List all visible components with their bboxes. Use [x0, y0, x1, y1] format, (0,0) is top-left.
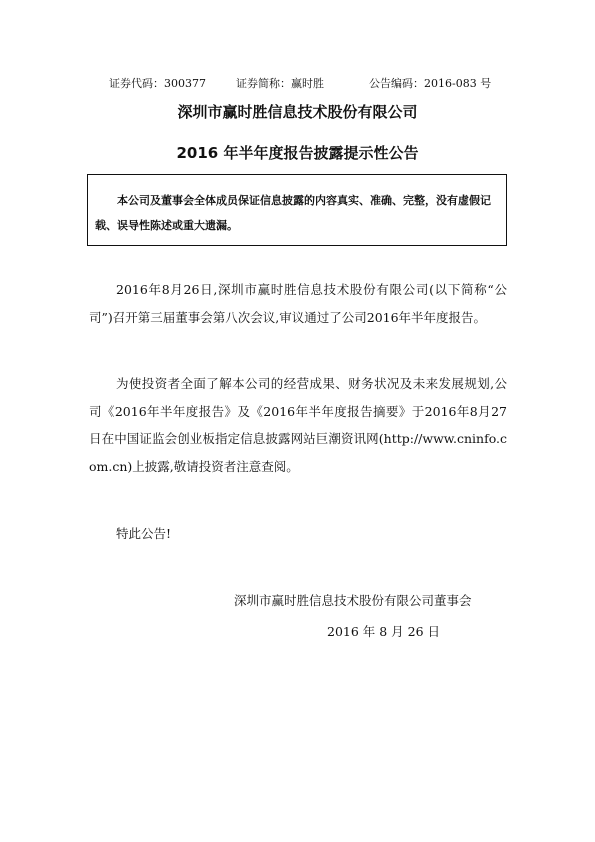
notice-title: 2016 年半年度报告披露提示性公告	[176, 144, 419, 162]
closing-statement: 特此公告!	[116, 526, 172, 541]
stock-code: 证券代码：300377	[109, 77, 206, 90]
stock-short-name: 证券简称：赢时胜	[236, 77, 324, 90]
company-name: 深圳市赢时胜信息技术股份有限公司	[177, 103, 418, 121]
signature-date: 2016 年 8 月 26 日	[327, 624, 441, 639]
announcement-number: 公告编码：2016-083 号	[369, 77, 492, 90]
disclaimer-text: 本公司及董事会全体成员保证信息披露的内容真实、准确、完整，没有虚假记载、误导性陈述或重大遗漏。	[95, 194, 491, 232]
signature-issuer: 深圳市赢时胜信息技术股份有限公司董事会	[234, 593, 472, 608]
disclaimer-box	[87, 174, 507, 246]
body-paragraph-1: 2016年8月26日,深圳市赢时胜信息技术股份有限公司(以下简称“公司”)召开第三届董事会第八次会议,审议通过了公司2016年半年度报告。	[89, 282, 507, 325]
body-paragraph-2: 为使投资者全面了解本公司的经营成果、财务状况及未来发展规划,公司《2016年半年度报告》及《2016年半年度报告摘要》于2016年8月27日在中国证监会创业板指定信息披露网站巨潮资讯网(http://www.cninfo.com.cn)上披露,敬请投资者注意查阅。	[89, 376, 507, 474]
